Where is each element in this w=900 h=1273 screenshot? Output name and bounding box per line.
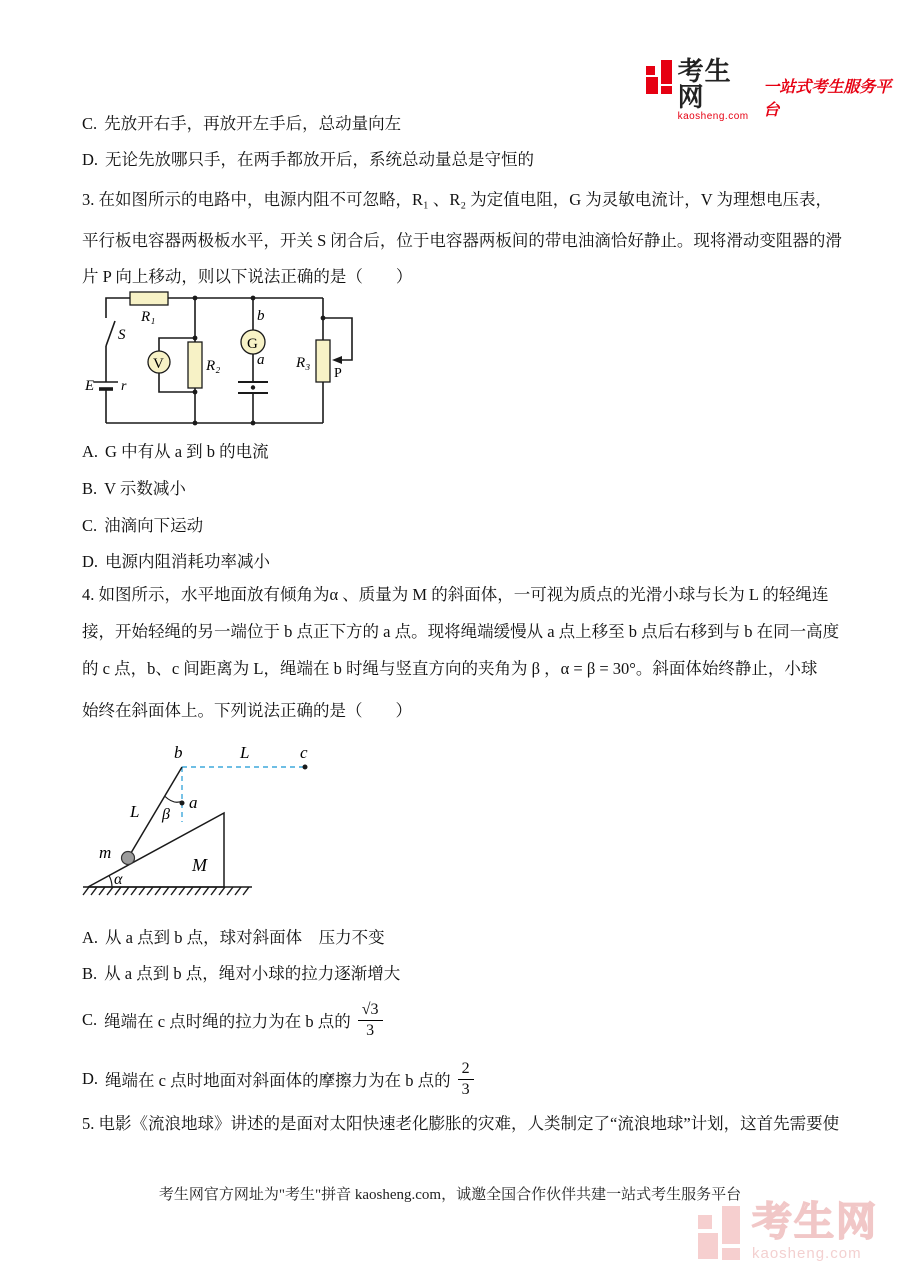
q3-stem-line-1: 3. 在如图所示的电路中，电源内阻不可忽略，R₁ 、R₂ 为定值电阻，G 为灵敏电流计，V 为理想电压表，	[82, 190, 833, 209]
q2-option-c	[82, 110, 842, 134]
brand-name: 考生网	[677, 56, 732, 112]
fraction-numerator: √3	[358, 1000, 383, 1020]
option-label: A.	[82, 442, 99, 461]
q3-option-d	[82, 548, 842, 572]
point-a-dot	[180, 801, 185, 806]
wiper-arrow-icon	[332, 356, 342, 364]
q5-stem-line-1: 5. 电影《流浪地球》讲述的是面对太阳快速老化膨胀的灾难，人类制定了“流浪地球”计划，这首先需要使	[82, 1114, 840, 1133]
label-b: b	[257, 308, 265, 324]
option-text: G 中有从 a 到 b 的电流	[105, 442, 269, 461]
footer-text: 考生网官方网址为"考生"拼音 kaosheng.com，诚邀全国合作伙伴共建一站式考生服务平台	[158, 1187, 742, 1203]
option-text: 先放开右手，再放开左手后，总动量向左	[104, 114, 402, 133]
option-text: 油滴向下运动	[104, 516, 204, 535]
label-g: G	[247, 336, 258, 352]
oil-drop	[251, 385, 255, 389]
ground	[83, 887, 252, 895]
label-m: m	[99, 843, 112, 862]
rheostat-r3	[316, 340, 330, 382]
option-label: C.	[82, 1010, 98, 1029]
label-l-rope: L	[130, 802, 140, 821]
brand-tagline: 一站式考生服务平台	[763, 79, 892, 119]
label-p: P	[334, 366, 342, 381]
fraction-denominator: 3	[461, 1080, 470, 1098]
option-text: 绳端在 c 点时绳的拉力为在 b 点的	[104, 1012, 351, 1031]
label-alpha: α	[114, 871, 123, 888]
option-label: D.	[82, 150, 99, 169]
option-label: A.	[82, 928, 99, 947]
option-label: C.	[82, 516, 98, 535]
label-r: r	[121, 379, 127, 394]
q3-option-c	[82, 512, 842, 536]
option-label: D.	[82, 1069, 99, 1088]
circuit-diagram	[84, 290, 368, 432]
q3-option-b	[82, 475, 842, 499]
label-r2: R₂	[206, 358, 221, 374]
label-a: a	[257, 352, 265, 368]
option-label: B.	[82, 479, 98, 498]
q4-stem-line-3: 的 c 点，b、c 间距离为 L，绳端在 b 时绳与竖直方向的夹角为 β ，α = β = 30°。斜面体始终静止，小球	[82, 659, 818, 678]
option-text: 从 a 点到 b 点，绳对小球的拉力逐渐增大	[104, 964, 401, 983]
label-c: c	[300, 743, 308, 762]
fraction-numerator: 2	[458, 1059, 474, 1079]
resistor-r2	[188, 342, 202, 388]
point-c-dot	[303, 765, 308, 770]
beta-arc	[165, 796, 183, 802]
q4-option-d	[82, 1056, 842, 1102]
capacitor	[238, 382, 268, 393]
fraction-sqrt3-over-3	[358, 1000, 383, 1039]
label-e: E	[85, 378, 95, 394]
label-beta: β	[162, 806, 170, 823]
fraction-denominator: 3	[366, 1021, 375, 1039]
kaosheng-watermark	[698, 1202, 878, 1262]
battery	[94, 378, 118, 392]
ball	[122, 852, 135, 865]
q4-option-a	[82, 924, 842, 948]
watermark-text-block	[752, 1202, 878, 1261]
alpha-arc	[109, 876, 112, 888]
option-text: 从 a 点到 b 点，球对斜面体 压力不变	[105, 928, 385, 947]
q3-stem-line-2: 平行板电容器两极板水平，开关 S 闭合后，位于电容器两板间的带电油滴恰好静止。现将滑动变阻器的滑	[82, 231, 842, 250]
q4-stem-line-2: 接，开始轻绳的另一端位于 b 点正下方的 a 点。现将绳端缓慢从 a 点上移至 b 点后右移到与 b 在同一高度	[82, 622, 840, 641]
option-label: B.	[82, 964, 98, 983]
option-text: 绳端在 c 点时地面对斜面体的摩擦力为在 b 点的	[105, 1071, 451, 1090]
option-label: D.	[82, 552, 99, 571]
watermark-logo-icon	[698, 1206, 744, 1262]
q4-option-b	[82, 960, 842, 984]
option-text: 电源内阻消耗功率减小	[105, 552, 271, 571]
resistor-r1	[130, 292, 168, 305]
option-text: 无论先放哪只手，在两手都放开后，系统总动量总是守恒的	[105, 150, 535, 169]
q4-option-c	[82, 998, 842, 1042]
label-s: S	[118, 327, 126, 343]
watermark-brand: 考生网	[752, 1200, 878, 1244]
watermark-domain: kaosheng.com	[752, 1245, 862, 1262]
content-column	[82, 0, 842, 1273]
label-r3: R₃	[296, 355, 311, 371]
q4-stem-line-4: 始终在斜面体上。下列说法正确的是（ ）	[82, 701, 412, 720]
fraction-2-over-3	[458, 1059, 474, 1098]
label-M: M	[192, 855, 207, 875]
incline-diagram	[58, 740, 348, 912]
q2-option-d	[82, 146, 842, 170]
brand-domain: kaosheng.com	[677, 111, 749, 122]
label-l-top: L	[240, 743, 250, 762]
q4-stem-line-1: 4. 如图所示，水平地面放有倾角为α 、质量为 M 的斜面体，一可视为质点的光滑小球与长为 L 的轻绳连	[82, 585, 829, 604]
q3-option-a	[82, 438, 842, 462]
switch-blade	[106, 321, 115, 346]
label-b: b	[174, 743, 183, 762]
dashed-lines	[182, 767, 305, 822]
label-r1: R₁	[141, 309, 156, 325]
q3-stem-line-3: 片 P 向上移动，则以下说法正确的是（ ）	[82, 267, 413, 286]
label-a: a	[189, 793, 198, 812]
option-text: V 示数减小	[104, 479, 186, 498]
label-v: V	[153, 356, 164, 372]
option-label: C.	[82, 114, 98, 133]
